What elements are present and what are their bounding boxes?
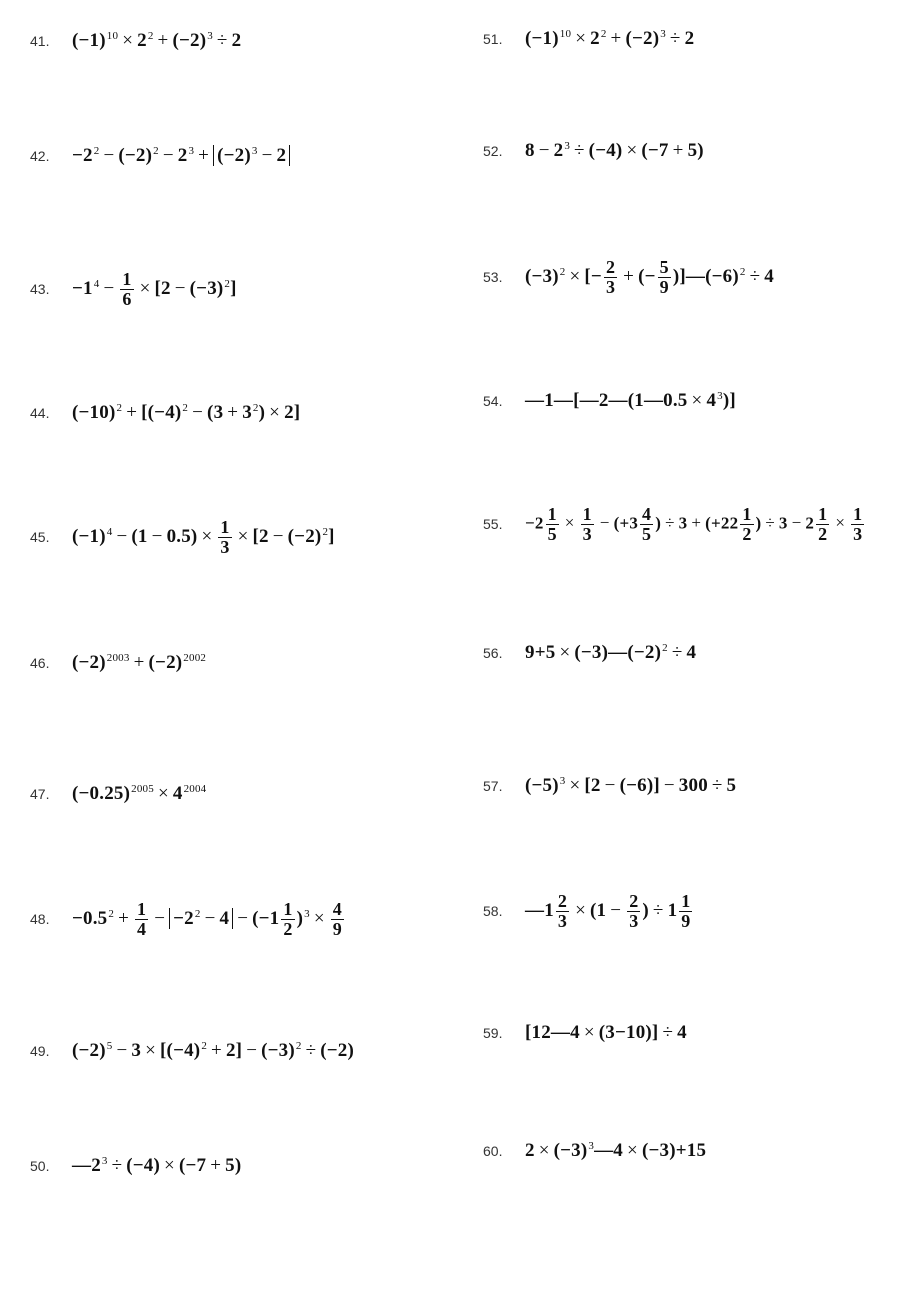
problem-number: 44. bbox=[30, 405, 50, 421]
problem-55 bbox=[483, 505, 866, 544]
math-expression: —1 $\frac{2}{3}$ × (1 − $\frac{2}{3}$ ) ÷ 1 $\frac{1}{9}$ bbox=[525, 891, 691, 931]
math-expression: $(-2)^5 - 3 \times [(-4)^2 + 2] - (-3)^2 \div (-2)$ bbox=[72, 1039, 355, 1061]
problem-number: 46. bbox=[30, 655, 50, 671]
math-expression: $9+5 \times (-3)—(-2)^2 \div 4$ bbox=[525, 641, 697, 663]
math-expression: $(-1)^{10} \times 2^2 + (-2)^3 \div 2$ bbox=[525, 27, 695, 49]
problem-58 bbox=[483, 892, 694, 931]
problem-60 bbox=[483, 1140, 706, 1162]
problem-number: 60. bbox=[483, 1143, 503, 1159]
problem-46 bbox=[30, 652, 206, 674]
problem-number: 45. bbox=[30, 529, 50, 546]
math-expression: $(-5)^3 \times [2 - (-6)] - 300 \div 5$ bbox=[525, 774, 737, 796]
problem-51 bbox=[483, 28, 694, 50]
math-expression: [12—4 × (3−10)] ÷ 4 bbox=[525, 1022, 687, 1043]
problem-57 bbox=[483, 775, 736, 797]
problem-number: 42. bbox=[30, 148, 50, 164]
math-expression: $(-3)^2$ × [− $\frac{2}{3}$ + (− $\frac{5}{9}$ )]$—(-6)^2 \div 4$ bbox=[525, 257, 774, 297]
problem-number: 58. bbox=[483, 903, 503, 920]
problem-45 bbox=[30, 518, 335, 557]
problem-number: 56. bbox=[483, 645, 503, 661]
math-expression: −2 $\frac{1}{5}$ × $\frac{1}{3}$ − (+3 $\frac{4}{5}$ ) ÷ 3 + (+22 $\frac{1}{2}$ ) ÷ 3 − 2 $\frac{1}{2}$ × $\frac{1}{3}$ bbox=[525, 504, 863, 544]
problem-number: 54. bbox=[483, 393, 503, 409]
math-expression: $-2^2 - (-2)^2 - 2^3 + (-2)^3 - 2$ bbox=[72, 145, 290, 167]
problem-number: 47. bbox=[30, 786, 50, 802]
math-expression: $—2^3 \div (-4) \times (-7 + 5)$ bbox=[72, 1154, 242, 1176]
problem-number: 57. bbox=[483, 778, 503, 794]
math-expression: $(-10)^2 + [(-4)^2 - (3 + 3^2) \times 2]$ bbox=[72, 401, 301, 423]
math-expression: $-1^4$ − $\frac{1}{6}$ × $[2 - (-3)^2]$ bbox=[72, 269, 237, 309]
problem-number: 53. bbox=[483, 269, 503, 286]
problem-59 bbox=[483, 1022, 687, 1044]
problem-52 bbox=[483, 140, 704, 162]
problem-53 bbox=[483, 258, 774, 297]
math-expression: $8 - 2^3 \div (-4) \times (-7 + 5)$ bbox=[525, 139, 704, 161]
problem-number: 48. bbox=[30, 911, 50, 928]
problem-number: 49. bbox=[30, 1043, 50, 1059]
problem-44 bbox=[30, 402, 300, 424]
problem-47 bbox=[30, 783, 206, 805]
problem-43 bbox=[30, 270, 237, 309]
problem-number: 41. bbox=[30, 33, 50, 49]
math-expression: $2 \times (-3)^3—4 \times (-3)+15$ bbox=[525, 1139, 707, 1161]
math-expression: —1—[—2—(1—0.5 × $4^3$)] bbox=[525, 389, 736, 411]
problem-48 bbox=[30, 900, 346, 939]
problem-50 bbox=[30, 1155, 241, 1177]
math-expression: $(-0.25)^{2005} \times 4^{2004}$ bbox=[72, 782, 207, 804]
problem-number: 51. bbox=[483, 31, 503, 47]
problem-42 bbox=[30, 145, 290, 167]
math-expression: $-0.5^2$ + $\frac{1}{4}$ − $-2^2 - 4 - (-1$ $\frac{1}{2}$ )$^3$ × $\frac{4}{9}$ bbox=[72, 899, 342, 939]
problem-number: 50. bbox=[30, 1158, 50, 1174]
problem-54 bbox=[483, 390, 736, 412]
math-expression: $(-1)^4 - (1 - 0.5)$ × $\frac{1}{3}$ × $[2 - (-2)^2]$ bbox=[72, 517, 335, 557]
problem-56 bbox=[483, 642, 696, 664]
problem-number: 59. bbox=[483, 1025, 503, 1041]
problem-49 bbox=[30, 1040, 354, 1062]
problem-number: 52. bbox=[483, 143, 503, 159]
problem-number: 43. bbox=[30, 281, 50, 298]
problem-number: 55. bbox=[483, 516, 503, 533]
problem-41 bbox=[30, 30, 241, 52]
math-expression: $(-1)^{10} \times 2^2 + (-2)^3 \div 2$ bbox=[72, 29, 242, 51]
math-expression: $(-2)^{2003} + (-2)^{2002}$ bbox=[72, 651, 207, 673]
